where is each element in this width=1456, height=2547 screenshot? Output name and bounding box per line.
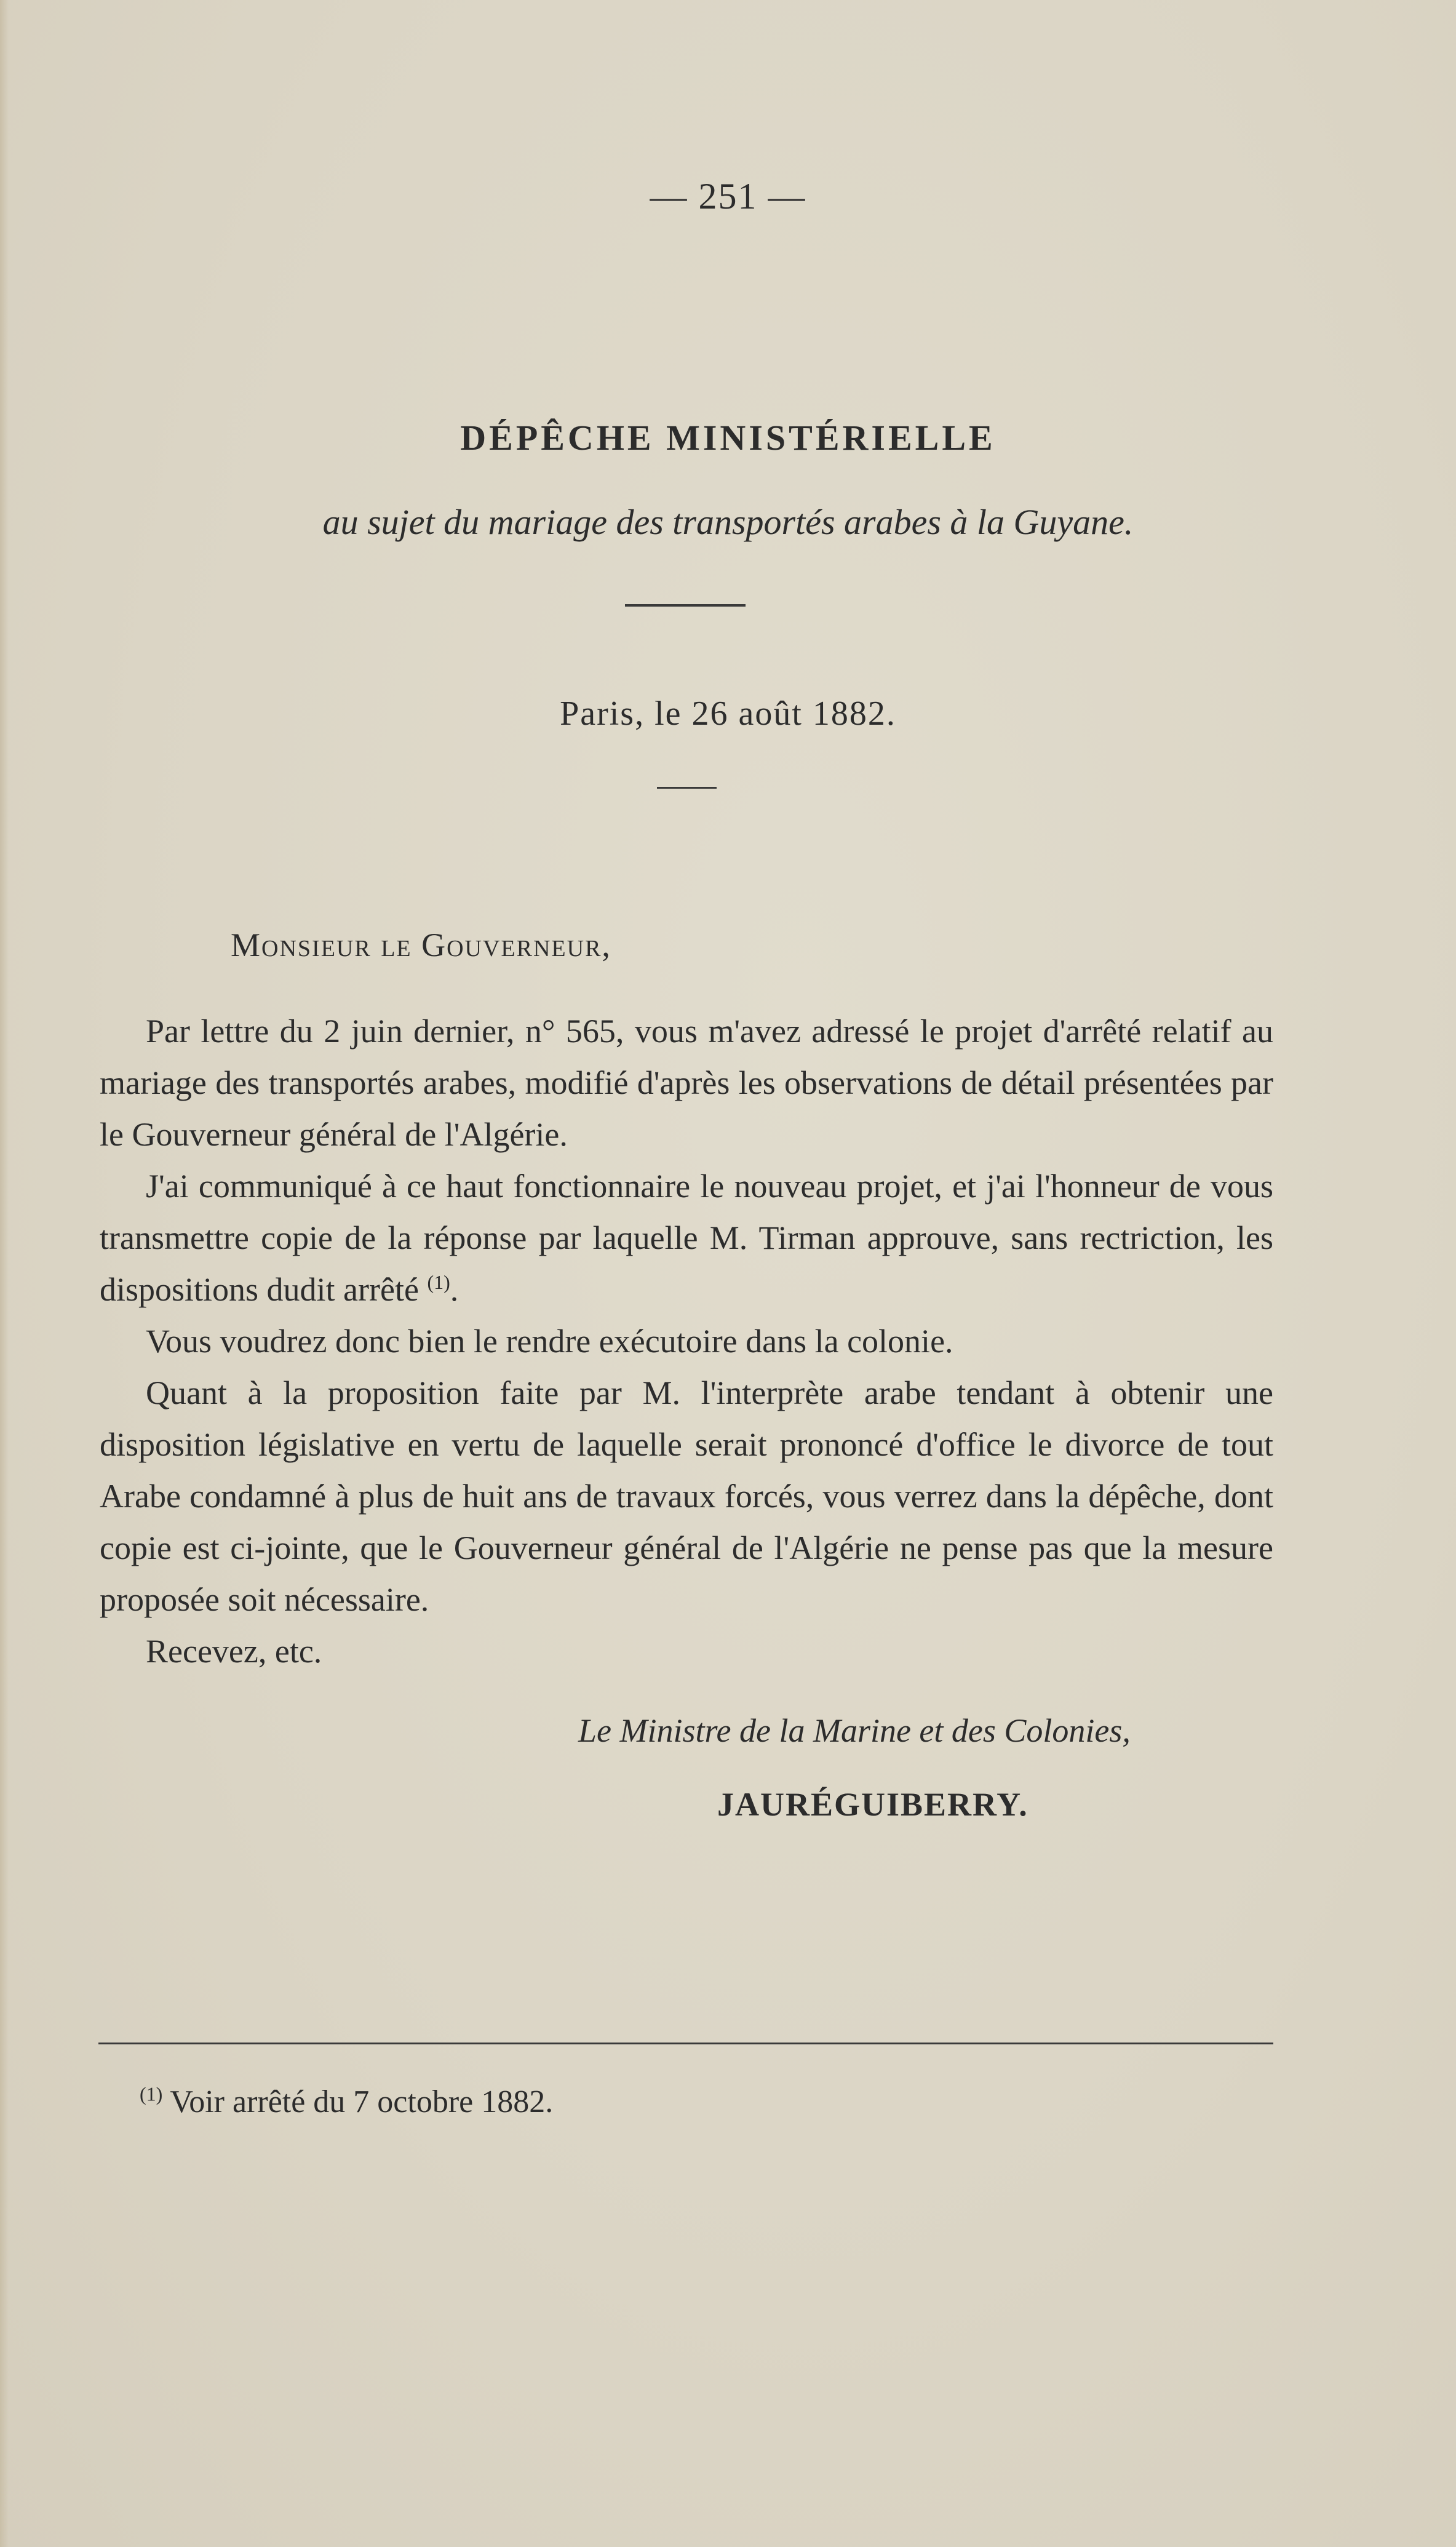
footnote [140, 2084, 553, 2120]
signature-role: Le Ministre de la Marine et des Colonies, [578, 1712, 1131, 1749]
document-title: DÉPÊCHE MINISTÉRIELLE [460, 418, 996, 458]
body-paragraph-4 [100, 1367, 1273, 1625]
paragraph-text: Par lettre du 2 juin dernier, n° 565, vous m'avez adressé le projet d'arrêté relatif au mariage des transportés arabes, modifié d'après les observations de détail présentées par le Gouverneur général de l'Algérie. [100, 1013, 1273, 1153]
date-divider [657, 787, 717, 789]
body-paragraph-1 [100, 1005, 1273, 1160]
salutation: Monsieur le Gouverneur, [231, 927, 611, 963]
paragraph-text: Vous voudrez donc bien le rendre exécutoire dans la colonie. [146, 1323, 953, 1360]
body-paragraph-2 [100, 1160, 1273, 1315]
page-number: — 251 — [650, 176, 806, 217]
page-edge-shadow [0, 0, 9, 2547]
footnote-reference: (1) [427, 1271, 450, 1293]
body-paragraph-5 [100, 1625, 1273, 1677]
document-subtitle: au sujet du mariage des transportés arabes à la Guyane. [322, 502, 1134, 542]
paragraph-end-punctuation: . [450, 1271, 459, 1308]
footnote-text: Voir arrêté du 7 octobre 1882. [170, 2084, 554, 2119]
title-divider [625, 604, 746, 607]
footnote-divider [98, 2043, 1273, 2044]
paragraph-text: Quant à la proposition faite par M. l'interprète arabe tendant à obtenir une disposition législative en vertu de laquelle serait prononcé d'office le divorce de tout Arabe condamné à plus de huit ans de travaux forcés, vous verrez dans la dépêche, dont copie est ci-jointe, que le Gouverneur général de l'Algérie ne pense pas que la mesure proposée soit nécessaire. [100, 1374, 1273, 1618]
signature-name: JAURÉGUIBERRY. [717, 1786, 1028, 1823]
paragraph-text: Recevez, etc. [146, 1633, 322, 1670]
place-date: Paris, le 26 août 1882. [560, 695, 896, 733]
paragraph-text: J'ai communiqué à ce haut fonctionnaire le nouveau projet, et j'ai l'honneur de vous transmettre copie de la réponse par laquelle M. Tirman approuve, sans rectriction, les dispositions dudit arrêté [100, 1168, 1273, 1308]
footnote-marker: (1) [140, 2083, 163, 2105]
body-paragraph-3 [100, 1315, 1273, 1367]
